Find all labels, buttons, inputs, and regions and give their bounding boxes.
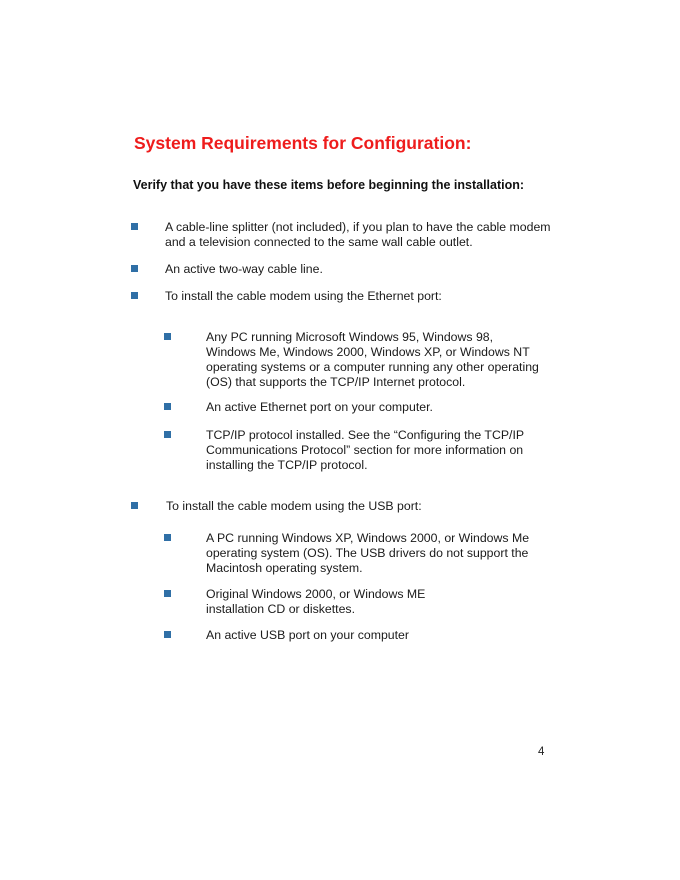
text-line: installation CD or diskettes. (206, 602, 355, 616)
list-item-text (206, 628, 409, 643)
text-line: An active Ethernet port on your computer. (206, 400, 433, 414)
list-item-text (206, 330, 539, 390)
list-item-text (206, 587, 425, 617)
list-item-text (206, 400, 433, 415)
square-bullet-icon (131, 223, 138, 230)
text-line: (OS) that supports the TCP/IP Internet protocol. (206, 375, 466, 389)
square-bullet-icon (164, 590, 171, 597)
square-bullet-icon (164, 534, 171, 541)
list-item-text (206, 428, 524, 473)
list-item-text (165, 289, 442, 304)
text-line: Communications Protocol” section for more information on (206, 443, 524, 457)
text-line: and a television connected to the same wall cable outlet. (165, 235, 473, 249)
text-line: To install the cable modem using the USB port: (166, 499, 422, 513)
text-line: installing the TCP/IP protocol. (206, 458, 368, 472)
square-bullet-icon (164, 403, 171, 410)
list-item-text (206, 531, 529, 576)
text-line: TCP/IP protocol installed. See the “Configuring the TCP/IP (206, 428, 525, 442)
intro-text: Verify that you have these items before beginning the installation: (133, 178, 525, 192)
square-bullet-icon (131, 265, 138, 272)
text-line: Any PC running Microsoft Windows 95, Windows 98, (206, 330, 494, 344)
text-line: A cable-line splitter (not included), if you plan to have the cable modem (165, 220, 551, 234)
list-item-text (165, 262, 323, 277)
text-line: operating system (OS). The USB drivers do not support the (206, 546, 529, 560)
page-number: 4 (538, 746, 545, 758)
text-line: A PC running Windows XP, Windows 2000, or Windows Me (206, 531, 530, 545)
square-bullet-icon (131, 292, 138, 299)
square-bullet-icon (164, 333, 171, 340)
text-line: operating systems or a computer running any other operating (206, 360, 539, 374)
text-line: Windows Me, Windows 2000, Windows XP, or Windows NT (206, 345, 530, 359)
page-title: System Requirements for Configuration: (134, 133, 472, 153)
text-line: To install the cable modem using the Ethernet port: (165, 289, 442, 303)
text-line: An active USB port on your computer (206, 628, 409, 642)
text-line: Original Windows 2000, or Windows ME (206, 587, 426, 601)
list-item-text (166, 499, 422, 514)
square-bullet-icon (164, 631, 171, 638)
square-bullet-icon (164, 431, 171, 438)
square-bullet-icon (131, 502, 138, 509)
text-line: Macintosh operating system. (206, 561, 363, 575)
text-line: An active two-way cable line. (165, 262, 323, 276)
list-item-text (165, 220, 551, 250)
